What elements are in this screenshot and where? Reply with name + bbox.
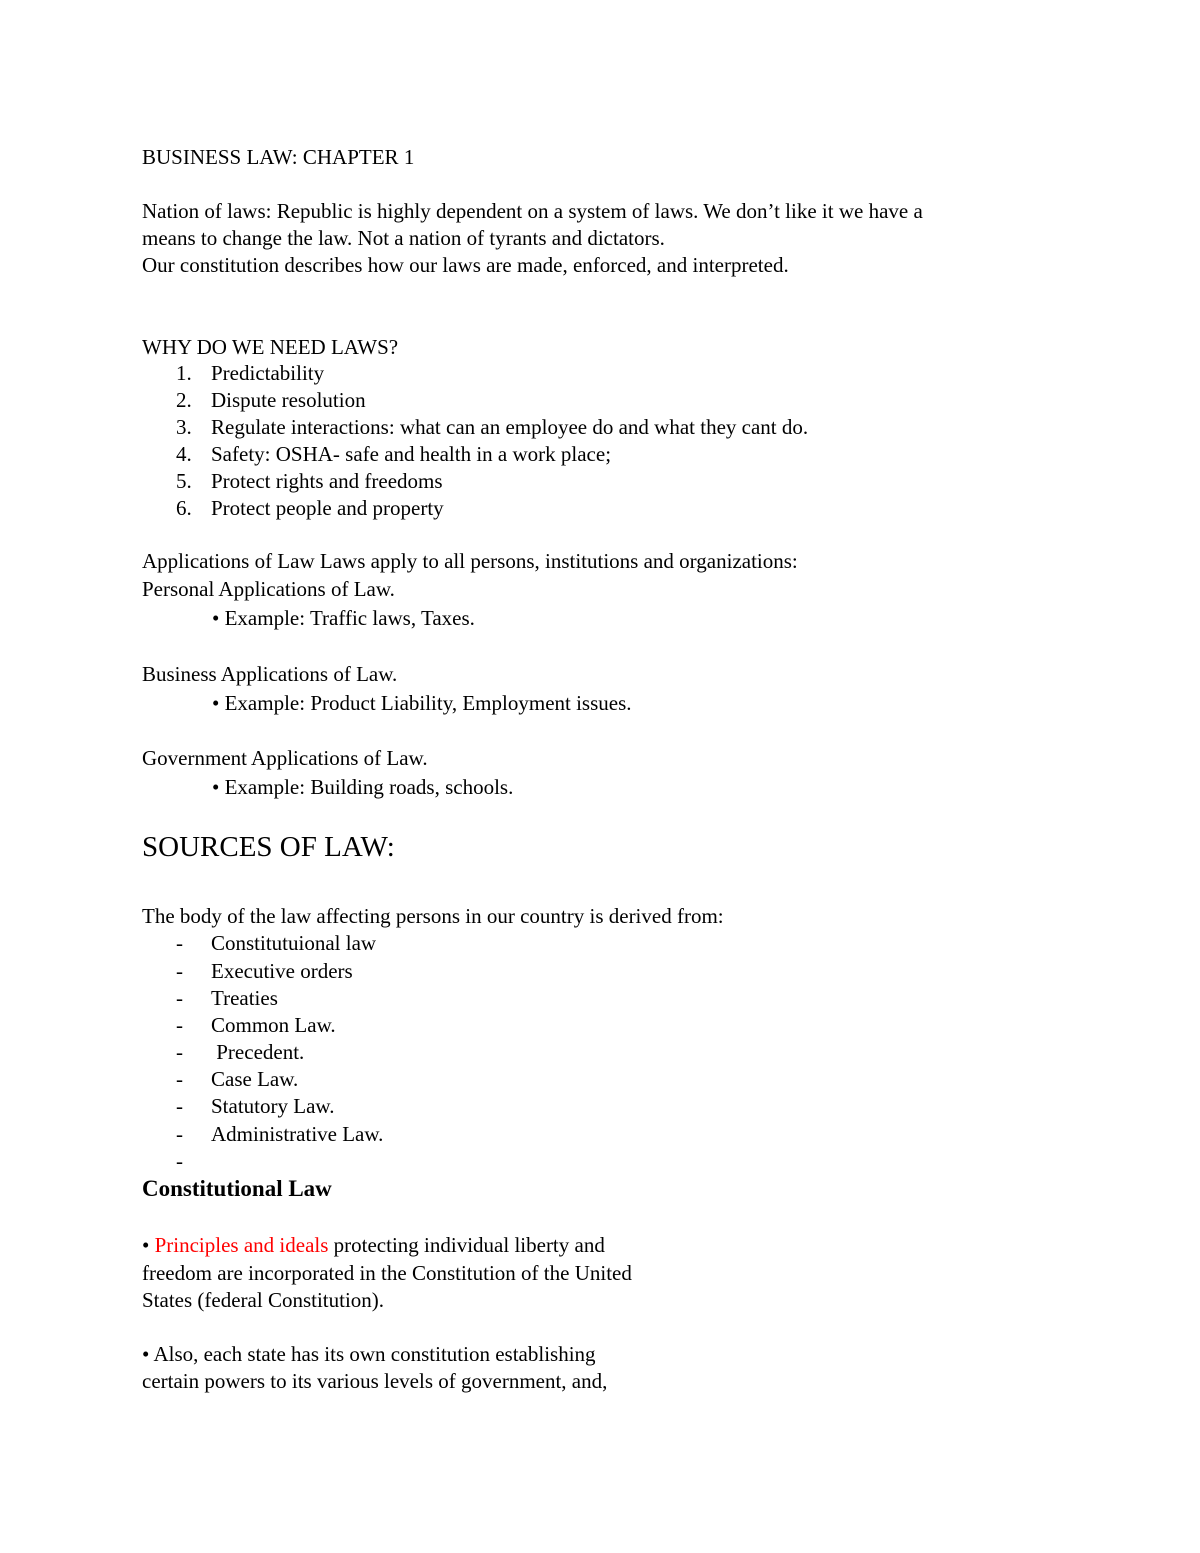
personal-example: • Example: Traffic laws, Taxes. <box>212 606 475 630</box>
sources-heading: SOURCES OF LAW: <box>142 831 395 863</box>
dash-marker: - <box>176 1067 183 1091</box>
list-item-text: Regulate interactions: what can an employee do and what they cant do. <box>211 415 809 439</box>
list-item-text: Dispute resolution <box>211 388 366 412</box>
intro-line-2: means to change the law. Not a nation of tyrants and dictators. <box>142 226 665 250</box>
list-item-text: Constitutuional law <box>211 931 377 955</box>
list-item-text: Predictability <box>211 361 325 385</box>
list-number: 5. <box>176 469 192 493</box>
list-item-text: Protect rights and freedoms <box>211 469 443 493</box>
dash-marker: - <box>176 1013 183 1037</box>
constitutional-para-1-line-1 <box>142 1232 605 1258</box>
dash-marker: - <box>176 1094 183 1118</box>
business-applications: Business Applications of Law. <box>142 662 398 686</box>
list-item-text: Case Law. <box>211 1067 299 1091</box>
list-item-text: Protect people and property <box>211 496 444 520</box>
bullet: • <box>142 1233 155 1257</box>
document-title: BUSINESS LAW: CHAPTER 1 <box>142 145 415 169</box>
list-item-text: Treaties <box>211 986 278 1010</box>
list-item-text: Statutory Law. <box>211 1094 335 1118</box>
government-applications: Government Applications of Law. <box>142 746 428 770</box>
constitutional-para-1-line-3: States (federal Constitution). <box>142 1288 385 1312</box>
constitutional-heading: Constitutional Law <box>142 1176 332 1201</box>
list-item-text: Common Law. <box>211 1013 336 1037</box>
dash-marker: - <box>176 959 183 983</box>
applications-intro: Applications of Law Laws apply to all persons, institutions and organizations: <box>142 549 798 573</box>
dash-marker: - <box>176 986 183 1010</box>
list-item-text: Precedent. <box>211 1040 305 1064</box>
list-item-text: Executive orders <box>211 959 353 983</box>
highlighted-text: Principles and ideals <box>154 1233 329 1257</box>
constitutional-para-2-line-1: • Also, each state has its own constitution establishing <box>142 1342 596 1366</box>
dash-marker: - <box>176 931 183 955</box>
list-number: 4. <box>176 442 192 466</box>
list-item-text: Safety: OSHA- safe and health in a work place; <box>211 442 612 466</box>
list-number: 6. <box>176 496 192 520</box>
sources-intro: The body of the law affecting persons in our country is derived from: <box>142 904 724 928</box>
constitutional-para-2-line-2: certain powers to its various levels of government, and, <box>142 1369 608 1393</box>
dash-marker: - <box>176 1149 183 1173</box>
personal-applications: Personal Applications of Law. <box>142 577 395 601</box>
list-number: 3. <box>176 415 192 439</box>
intro-line-1: Nation of laws: Republic is highly dependent on a system of laws. We don’t like it we have a <box>142 199 923 223</box>
intro-line-3: Our constitution describes how our laws are made, enforced, and interpreted. <box>142 253 789 277</box>
list-number: 1. <box>176 361 192 385</box>
para-text: protecting individual liberty and <box>328 1233 605 1257</box>
government-example: • Example: Building roads, schools. <box>212 775 514 799</box>
constitutional-para-1-line-2: freedom are incorporated in the Constitution of the United <box>142 1261 632 1285</box>
dash-marker: - <box>176 1122 183 1146</box>
list-item-text: Administrative Law. <box>211 1122 384 1146</box>
dash-marker: - <box>176 1040 183 1064</box>
list-number: 2. <box>176 388 192 412</box>
why-heading: WHY DO WE NEED LAWS? <box>142 335 399 359</box>
business-example: • Example: Product Liability, Employment issues. <box>212 691 632 715</box>
